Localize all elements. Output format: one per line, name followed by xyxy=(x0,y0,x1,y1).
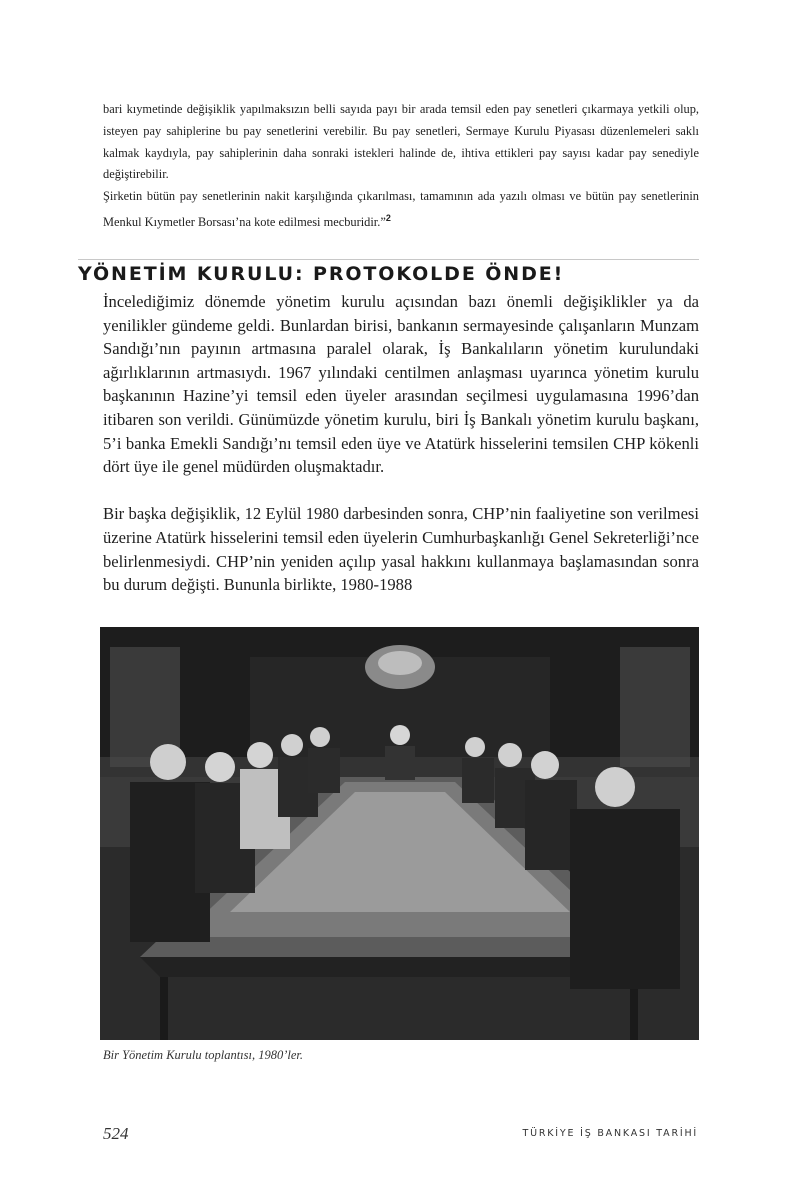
body-paragraph-2: Bir başka değişiklik, 12 Eylül 1980 darbesinden sonra, CHP’nin faaliyetine son verilmesi üzerine Atatürk hisselerini temsil eden üyelerin Cumhurbaşkanlığı Genel Sekreterliği’nce belirlenmesiydi. CHP’nin yeniden açılıp yasal hakkını kullanmaya başlamasından sonra bu durum değişti. Bununla birlikte, 1980-1988 xyxy=(103,504,699,595)
section-heading: YÖNETİM KURULU: PROTOKOLDE ÖNDE! xyxy=(78,263,565,285)
body-paragraph-1: İncelediğimiz dönemde yönetim kurulu açısından bazı önemli değişiklikler ya da yenilikler gündeme geldi. Bunlardan birisi, bankanın sermayesinde çalışanların Munzam Sandığı’nın payının artmasına paralel olarak, İş Bankalıların yönetim kurulundaki ağırlıklarının artmasıydı. 1967 yılındaki centilmen anlaşması uyarınca yönetim kurulu başkanının Hazine’yi temsil eden üyeler arasından seçilmesi uygulamasına 1996’dan itibaren son verildi. Günümüzde yönetim kurulu, biri İş Bankalı yönetim kurulu başkanı, 5’i banka Emekli Sandığı’nı temsil eden üye ve Atatürk hisselerini temsilen CHP kökenli dört üye ile genel müdürden oluşmaktadır. xyxy=(103,292,699,477)
footnote-marker[interactable]: 2 xyxy=(385,212,391,223)
running-title: TÜRKİYE İŞ BANKASI TARİHİ xyxy=(522,1128,698,1139)
quoted-regulation-text xyxy=(103,99,699,234)
quote-paragraph-2 xyxy=(103,186,699,234)
photo-caption: Bir Yönetim Kurulu toplantısı, 1980’ler. xyxy=(103,1048,304,1062)
board-meeting-photo-illustration xyxy=(100,627,699,1040)
quote-paragraph-1: bari kıymetinde değişiklik yapılmaksızın belli sayıda payı bir arada temsil eden pay senetleri çıkarmaya yetkili olup, isteyen pay sahiplerine bu pay senetlerini verebilir. Bu pay senetleri, Sermaye Kurulu Piyasası düzenlemeleri saklı kalmak kaydıyla, pay sahiplerinin daha sonraki istekleri halinde de, ihtiva ettikleri pay sayısı kadar pay senediyle değiştirebilir. xyxy=(103,102,699,182)
quote-paragraph-2-text: Şirketin bütün pay senetlerinin nakit karşılığında çıkarılması, tamamının ada yazılı olması ve bütün pay senetlerinin Menkul Kıymetler Borsası’na kote edilmesi mecburidir.” xyxy=(103,189,699,230)
section-body xyxy=(103,290,699,620)
page-number: 524 xyxy=(103,1124,129,1143)
section-divider xyxy=(78,259,699,260)
board-meeting-photo xyxy=(100,627,699,1040)
